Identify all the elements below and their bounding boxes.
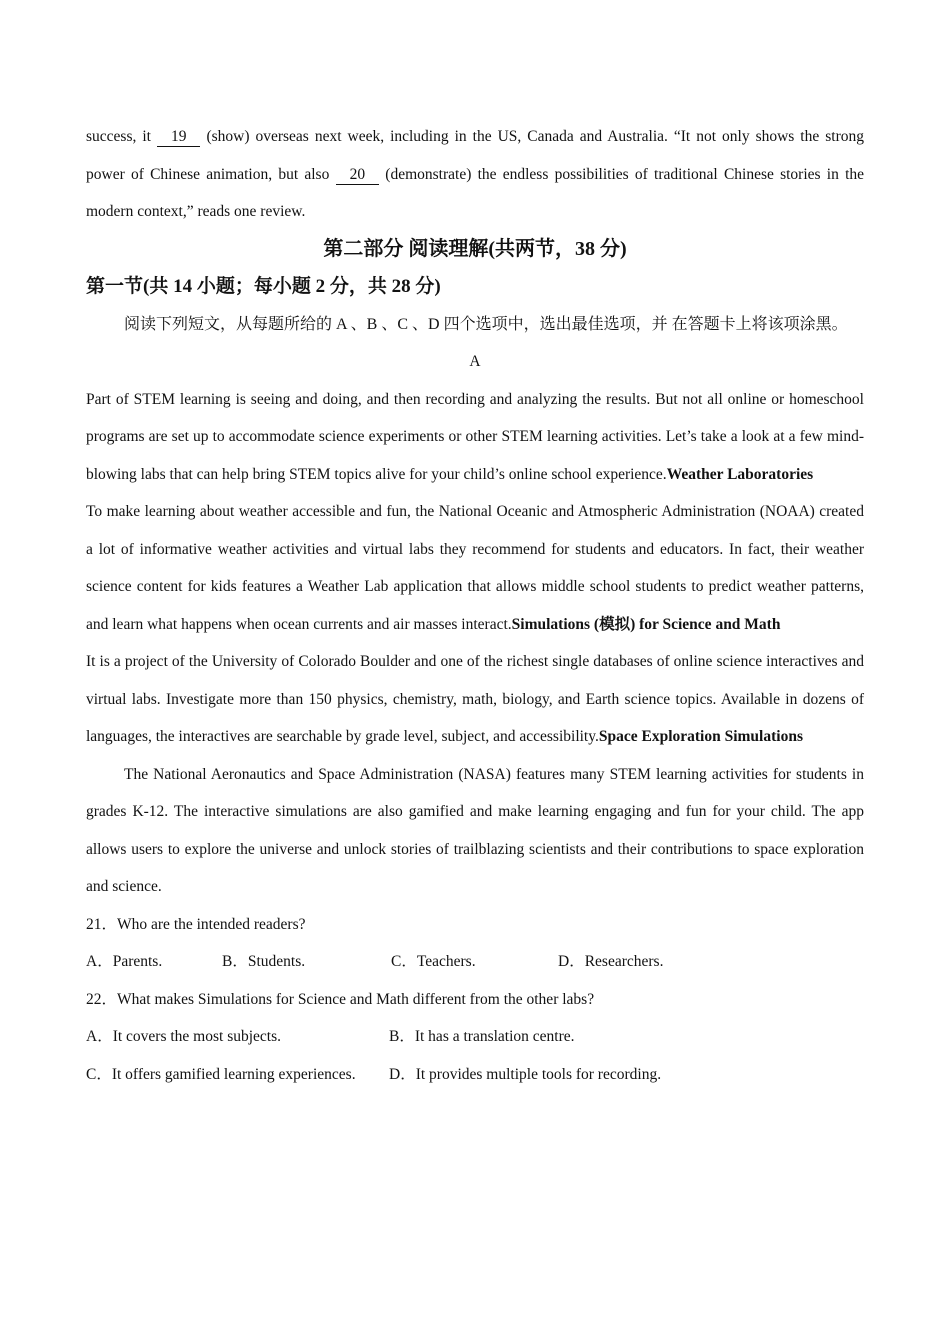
question-22: [86, 981, 864, 1094]
heading-weather-laboratories: Weather Laboratories: [666, 465, 814, 483]
option-22-c-text: It offers gamified learning experiences.: [111, 1065, 356, 1083]
option-21-d-label: D．: [558, 953, 585, 970]
option-21-c: [391, 943, 558, 981]
cloze-text-1: success, it: [86, 128, 157, 145]
option-21-d-text: Researchers.: [584, 953, 664, 970]
question-21-text: Who are the intended readers?: [117, 915, 306, 933]
section1-header: 第一节(共 14 小题；每小题 2 分，共 28 分): [86, 276, 441, 297]
option-22-d-text: It provides multiple tools for recording.: [415, 1065, 662, 1083]
passage-a-label: A: [469, 353, 481, 370]
passage-block-weather: [86, 493, 864, 643]
passage-block-simulations: [86, 643, 864, 756]
passage-nasa-text: The National Aeronautics and Space Administration (NASA) features many STEM learning activities for students in grades K-12. The interactive simulations are also gamified and make learning engaging and fun for your child. The app allows users to explore the universe and unlock stories of trailblazing scientists and their contributions to space exploration and science.: [86, 765, 864, 895]
option-22-a: [86, 1018, 389, 1056]
heading-space-exploration: Space Exploration Simulations: [598, 728, 803, 745]
question-22-stem: [86, 981, 864, 1019]
question-22-number: 22．: [86, 990, 118, 1008]
question-21-number: 21．: [86, 915, 118, 933]
passage-weather-text: To make learning about weather accessible and fun, the National Oceanic and Atmospheric Administration (NOAA) created a lot of informative weather activities and virtual labs they recommend for students and educators. In fact, their weather science content for kids features a Weather Lab application that allows middle school students to predict weather patterns, and learn what happens when ocean currents and air masses interact.: [86, 503, 864, 633]
option-22-d: [389, 1066, 661, 1083]
option-22-c: [86, 1056, 389, 1094]
cloze-blank-19: 19: [157, 128, 201, 147]
option-21-a-text: Parents.: [112, 953, 163, 970]
option-22-b: [389, 1028, 575, 1045]
cloze-text-3: (demonstrate) the endless possibilities of traditional Chinese stories in the modern context,” reads one review.: [86, 165, 865, 220]
question-21-options: [86, 943, 864, 981]
exam-page: [86, 0, 864, 1093]
passage-intro-text: Part of STEM learning is seeing and doing, and then recording and analyzing the results. But not all online or homeschool programs are set up to accommodate science experiments or other STEM learning activities. Let’s take a look at a few mind-blowing labs that can help bring STEM topics alive for your child’s online school experience.: [86, 390, 864, 483]
question-21: [86, 906, 864, 981]
option-22-b-text: It has a translation centre.: [414, 1028, 575, 1045]
option-22-b-label: B．: [389, 1028, 415, 1045]
section1-instructions: 阅读下列短文，从每题所给的 A 、B 、C 、D 四个选项中，选出最佳选项，并 在答题卡上将该项涂黑。: [124, 315, 848, 333]
cloze-blank-20: 20: [336, 166, 380, 185]
option-21-c-text: Teachers.: [416, 953, 476, 970]
heading-simulations: Simulations (模拟) for Science and Math: [511, 615, 781, 633]
option-21-c-label: C．: [391, 953, 417, 970]
cloze-text-2: (show) overseas next week, including in the US, Canada and Australia. “It not only shows the strong power of Chinese animation, but also: [86, 128, 864, 183]
cloze-paragraph: [86, 118, 864, 231]
passage-simulations-text: It is a project of the University of Colorado Boulder and one of the richest single databases of online science interactives and virtual labs. Investigate more than 150 physics, chemistry, math, biology, and Earth science topics. Available in dozens of languages, the interactives are searchable by grade level, subject, and accessibility.: [86, 653, 864, 745]
question-21-stem: [86, 906, 864, 944]
option-21-a: [86, 943, 222, 981]
passage-block-intro: [86, 381, 864, 494]
option-22-c-label: C．: [86, 1065, 112, 1083]
option-22-d-label: D．: [389, 1065, 416, 1083]
question-22-options-row-2: [86, 1056, 864, 1094]
passage-block-nasa: [86, 756, 864, 906]
question-22-options-row-1: [86, 1018, 864, 1056]
option-21-b: [222, 943, 391, 981]
option-21-b-text: Students.: [247, 953, 306, 970]
option-22-a-label: A．: [86, 1028, 113, 1045]
question-22-text: What makes Simulations for Science and Math different from the other labs?: [117, 990, 595, 1008]
option-21-b-label: B．: [222, 953, 248, 970]
option-22-a-text: It covers the most subjects.: [112, 1028, 282, 1045]
option-21-d: [558, 953, 663, 970]
option-21-a-label: A．: [86, 953, 113, 970]
part2-section-header: 第二部分 阅读理解(共两节，38 分): [323, 237, 627, 260]
